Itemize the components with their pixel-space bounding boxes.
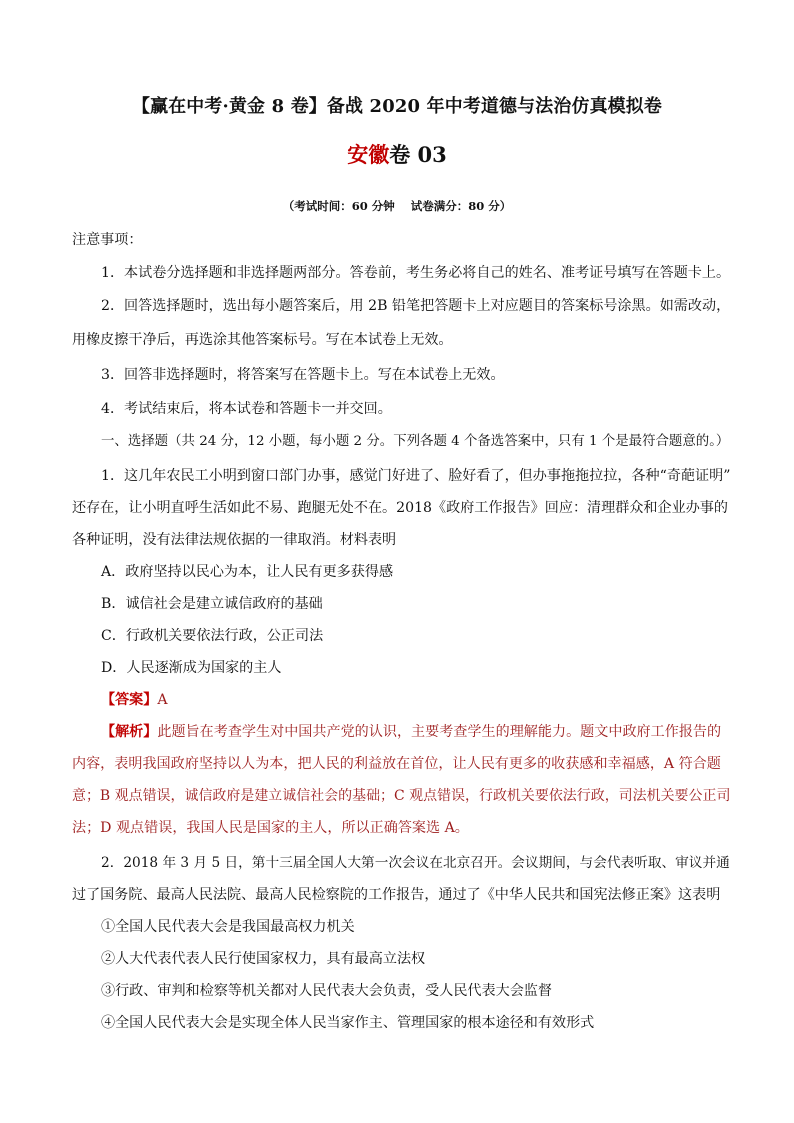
analysis-text: 内容，表明我国政府坚持以人为本，把人民的利益放在首位，让人民有更多的收获感和幸福感，A 符合题 xyxy=(72,756,721,772)
question-option-d: D．人民逐渐成为国家的主人 xyxy=(101,660,282,676)
question-statement: ①全国人民代表大会是我国最高权力机关 xyxy=(101,919,355,935)
answer-line xyxy=(101,689,168,711)
answer-label: 【答案】 xyxy=(101,692,158,708)
section-heading: 一、选择题（共 24 分，12 小题，每小题 2 分。下列各题 4 个备选答案中，只有 1 个是最符合题意的。） xyxy=(101,434,730,449)
analysis-label: 【解析】 xyxy=(101,724,158,740)
page-title: 【赢在中考·黄金 8 卷】备战 2020 年中考道德与法治仿真模拟卷 xyxy=(131,96,662,117)
exam-info: （考试时间：60 分钟 试卷满分：80 分） xyxy=(282,199,512,213)
question-stem-line: 过了国务院、最高人民法院、最高人民检察院的工作报告，通过了《中华人民共和国宪法修正案》这表明 xyxy=(72,887,721,903)
question-stem-line: 各种证明，没有法律法规依据的一律取消。材料表明 xyxy=(72,532,397,548)
analysis-text: 此题旨在考查学生对中国共产党的认识，主要考查学生的理解能力。题文中政府工作报告的 xyxy=(157,724,722,740)
question-stem-line: 1．这几年农民工小明到窗口部门办事，感觉门好进了、脸好看了，但办事拖拖拉拉，各种“奇葩证明” xyxy=(101,468,731,484)
answer-value: A xyxy=(157,692,168,708)
notice-item: 4．考试结束后，将本试卷和答题卡一并交回。 xyxy=(101,401,392,417)
question-statement: ②人大代表代表人民行使国家权力，具有最高立法权 xyxy=(101,951,426,967)
page-subtitle xyxy=(0,140,794,170)
question-option-a: A．政府坚持以民心为本，让人民有更多获得感 xyxy=(101,564,394,580)
subtitle-province: 安徽 xyxy=(347,142,390,167)
notice-item: 1．本试卷分选择题和非选择题两部分。答卷前，考生务必将自己的姓名、准考证号填写在答题卡上。 xyxy=(101,265,731,281)
question-statement: ③行政、审判和检察等机关都对人民代表大会负责，受人民代表大会监督 xyxy=(101,983,552,999)
notice-heading: 注意事项： xyxy=(72,232,143,248)
analysis-line xyxy=(101,721,721,743)
analysis-text: 法；D 观点错误，我国人民是国家的主人，所以正确答案选 A。 xyxy=(72,820,469,836)
analysis-text: 意；B 观点错误，诚信政府是建立诚信社会的基础；C 观点错误，行政机关要依法行政，司法机关要公正司 xyxy=(72,788,731,804)
question-stem-line: 还存在，让小明直呼生活如此不易、跑腿无处不在。2018《政府工作报告》回应：清理群众和企业办事的 xyxy=(72,500,728,516)
question-option-b: B．诚信社会是建立诚信政府的基础 xyxy=(101,596,323,612)
question-statement: ④全国人民代表大会是实现全体人民当家作主、管理国家的根本途径和有效形式 xyxy=(101,1015,595,1031)
question-stem-line: 2．2018 年 3 月 5 日，第十三届全国人大第一次会议在北京召开。会议期间，与会代表听取、审议并通 xyxy=(101,855,730,871)
notice-item-continuation: 用橡皮擦干净后，再选涂其他答案标号。写在本试卷上无效。 xyxy=(72,332,453,348)
question-option-c: C．行政机关要依法行政，公正司法 xyxy=(101,628,324,644)
subtitle-suffix: 卷 03 xyxy=(389,142,447,167)
notice-item: 3．回答非选择题时，将答案写在答题卡上。写在本试卷上无效。 xyxy=(101,367,505,383)
notice-item: 2．回答选择题时，选出每小题答案后，用 2B 铅笔把答题卡上对应题目的答案标号涂黑。如需改动， xyxy=(101,298,731,314)
